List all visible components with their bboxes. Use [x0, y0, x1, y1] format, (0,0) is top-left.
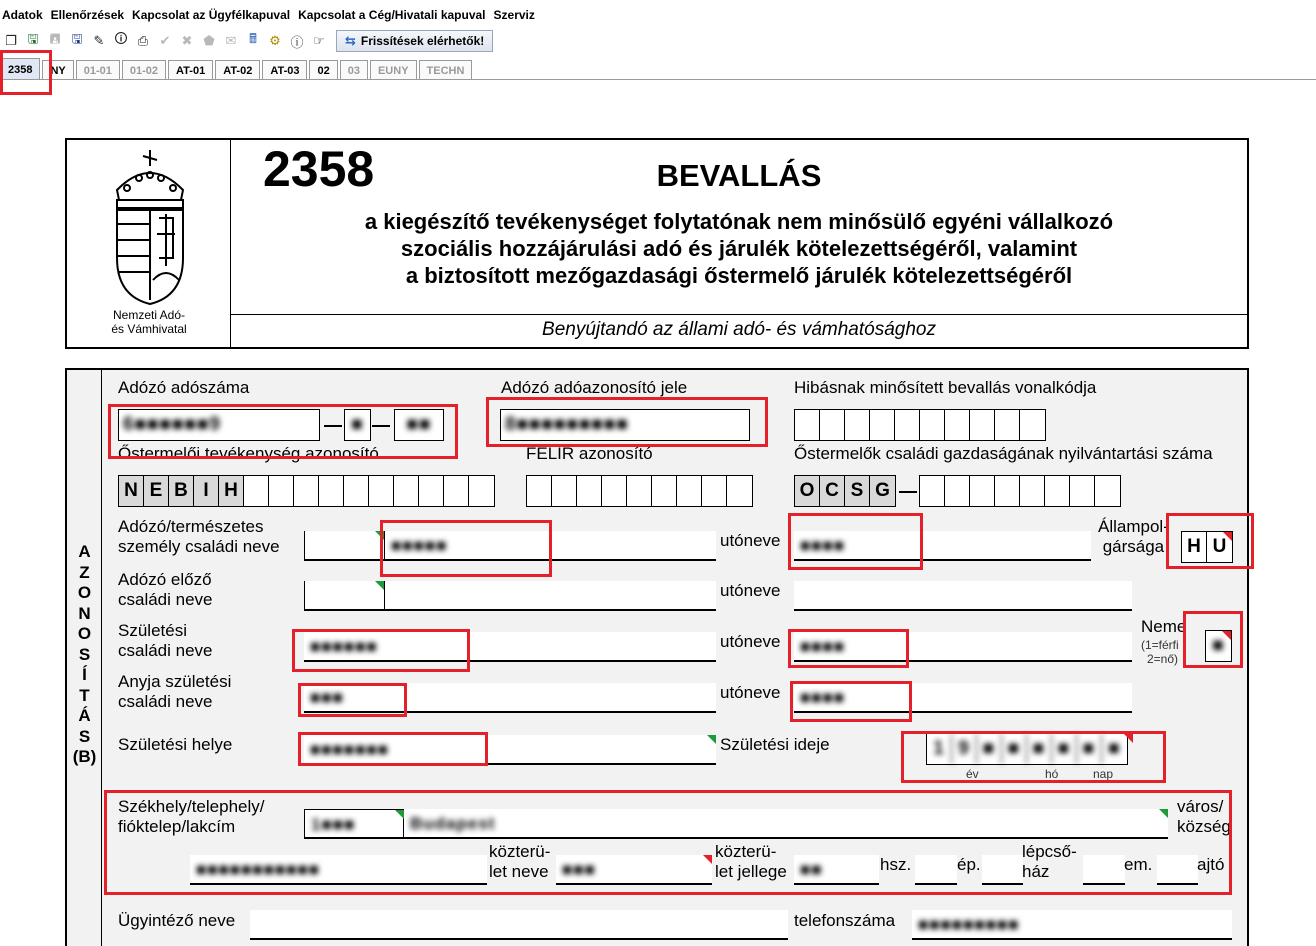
submit-to-note: Benyújtandó az állami adó- és vámhatósághoz: [231, 314, 1247, 347]
tax-number-label: Adózó adószáma: [118, 378, 250, 397]
mother-given-name-input[interactable]: ■■■■: [794, 683, 1132, 713]
building-input[interactable]: [915, 855, 957, 885]
staircase-input[interactable]: [982, 855, 1023, 885]
door-input[interactable]: [1157, 855, 1198, 885]
city-label: város/ község: [1177, 797, 1231, 836]
address-label: Székhely/telephely/ fióktelep/lakcím: [118, 797, 265, 836]
sex-label: Neme: [1141, 617, 1187, 636]
refresh-icon: ⇆: [345, 33, 356, 48]
save-disabled-icon: 🖪: [49, 31, 61, 46]
tax-number-dash-2: [372, 425, 390, 427]
felir-label: FELIR azonosító: [526, 444, 653, 463]
toolbar: [0, 30, 1316, 52]
producer-id-label: Őstermelői tevékenység azonosító: [118, 444, 379, 463]
producer-id-input[interactable]: N E B I H: [118, 475, 495, 507]
menu-cegkapu[interactable]: Kapcsolat a Cég/Hivatali kapuval: [298, 8, 486, 22]
section-side-label: A Z O N O S Í T Á S (B): [67, 370, 102, 946]
green-marker: [375, 581, 384, 590]
city-input[interactable]: Budapest: [404, 809, 1168, 839]
info-icon[interactable]: 🛈: [114, 31, 128, 46]
prev-given-name-label: utóneve: [720, 581, 781, 600]
settings-icon[interactable]: ⚙: [269, 33, 281, 48]
mother-surname-label: Anyja születési családi neve: [118, 672, 232, 711]
prev-surname-label: Adózó előző családi neve: [118, 570, 213, 609]
clerk-name-input[interactable]: [250, 910, 788, 940]
form-tabs: [0, 56, 474, 80]
form-subtitle: a kiegészítő tevékenységet folytatónak nem minősülő egyéni vállalkozó szociális hozzájárulási adó és járulék kötelezettségéről, valamint a biztosított mezőgazdasági őstermelő járulék kötelezettségéről: [364, 209, 1114, 288]
staircase-label: lépcső- ház: [1022, 842, 1077, 881]
red-marker: [1222, 631, 1231, 640]
tab-at-01[interactable]: AT-01: [168, 60, 213, 80]
sex-input[interactable]: ■: [1205, 630, 1232, 662]
tax-id-input[interactable]: 8■■■■■■■■■: [500, 409, 750, 441]
faulty-barcode-label: Hibásnak minősített bevallás vonalkódja: [794, 378, 1097, 397]
mother-given-name-label: utóneve: [720, 683, 781, 702]
door-label: ajtó: [1197, 855, 1225, 874]
sign-icon: ⬟: [203, 33, 215, 48]
family-reg-prefix: O C S G: [794, 475, 896, 507]
surname-prefix-input[interactable]: [304, 531, 384, 561]
tab-01-02[interactable]: 01-02: [122, 60, 166, 80]
birth-surname-input[interactable]: ■■■■■■: [304, 632, 716, 662]
house-number-label: hsz.: [880, 855, 912, 874]
tax-number-county-input[interactable]: ■■: [394, 409, 444, 441]
birthplace-input[interactable]: ■■■■■■■: [304, 735, 716, 765]
prev-surname-prefix-input[interactable]: [304, 581, 384, 611]
month-hint: hó: [1045, 767, 1059, 781]
pointer-icon[interactable]: ☞: [313, 33, 325, 48]
tab-euny[interactable]: EUNY: [370, 60, 417, 80]
calculator-icon[interactable]: 🖩: [249, 31, 257, 46]
clerk-name-label: Ügyintéző neve: [118, 911, 236, 930]
menu-szerviz[interactable]: Szerviz: [493, 8, 535, 22]
save-icon[interactable]: 🖫: [27, 31, 39, 46]
check-icon: ✔: [159, 33, 171, 48]
updates-available-label: Frissítések elérhetők!: [360, 34, 485, 48]
menu-adatok[interactable]: Adatok: [2, 8, 43, 22]
birth-surname-label: Születési családi neve: [118, 621, 213, 660]
street-name-input[interactable]: ■■■■■■■■■■■: [190, 855, 487, 885]
mother-surname-input[interactable]: ■■■: [304, 683, 716, 713]
edit-icon[interactable]: ✎: [93, 33, 105, 48]
building-label: ép.: [957, 855, 981, 874]
red-marker: [703, 855, 712, 864]
menu-ugyfelkapu[interactable]: Kapcsolat az Ügyfélkapuval: [132, 8, 291, 22]
mail-icon: ✉: [225, 33, 237, 48]
green-marker: [707, 735, 716, 744]
help-icon[interactable]: ⓘ: [290, 34, 304, 50]
tax-id-label: Adózó adóazonosító jele: [501, 378, 688, 397]
tax-number-dash-1: [324, 425, 342, 427]
sex-hint-2: 2=nő): [1147, 652, 1179, 666]
prev-given-name-input[interactable]: [794, 581, 1132, 611]
copy-icon[interactable]: ❐: [5, 33, 17, 48]
form-title: BEVALLÁS: [656, 158, 822, 193]
family-reg-input[interactable]: [919, 475, 1121, 507]
faulty-barcode-input[interactable]: [794, 409, 1046, 441]
birthdate-input[interactable]: 1 9 ■ ■ ■ ■ ■ ■: [926, 733, 1128, 765]
birth-given-name-input[interactable]: ■■■■: [794, 632, 1132, 662]
menu-bar: [0, 6, 541, 28]
tab-03[interactable]: 03: [340, 60, 368, 80]
green-marker: [395, 810, 404, 819]
surname-label: Adózó/természetes személy családi neve: [118, 517, 280, 556]
tabs-divider: [0, 79, 1316, 80]
year-hint: év: [966, 767, 979, 781]
print-icon[interactable]: ⎙: [137, 33, 149, 48]
tab-2358[interactable]: 2358: [0, 58, 40, 80]
menu-ellenorzesek[interactable]: Ellenőrzések: [50, 8, 125, 22]
street-type-label: közterü- let jellege: [715, 842, 787, 881]
sex-hint-1: (1=férfi: [1141, 638, 1179, 652]
red-marker: [1124, 734, 1133, 743]
tab-02[interactable]: 02: [309, 60, 337, 80]
birthplace-label: Születési helye: [118, 735, 233, 754]
floor-label: em.: [1124, 855, 1153, 874]
agency-name: Nemzeti Adó- és Vámhivatal: [111, 308, 187, 336]
tab-01-01[interactable]: 01-01: [76, 60, 120, 80]
house-number-input[interactable]: ■■: [794, 855, 879, 885]
birth-given-name-label: utóneve: [720, 632, 781, 651]
citizenship-label: Állampol- gársága: [1098, 517, 1169, 556]
tab-at-03[interactable]: AT-03: [262, 60, 307, 80]
birthdate-label: Születési ideje: [720, 735, 830, 754]
phone-label: telefonszáma: [794, 911, 896, 930]
green-marker: [1159, 809, 1168, 818]
family-reg-dash: [899, 491, 917, 493]
given-name-input[interactable]: ■■■■: [794, 531, 1091, 561]
street-name-label: közterü- let neve: [489, 842, 551, 881]
phone-input[interactable]: ■■■■■■■■■: [912, 910, 1232, 940]
given-name-label: utóneve: [720, 531, 781, 550]
cancel-icon: ✖: [181, 33, 193, 48]
tab-techn[interactable]: TECHN: [419, 60, 473, 80]
street-type-input[interactable]: ■■■: [556, 855, 712, 885]
felir-input[interactable]: [526, 475, 753, 507]
form-number: 2358: [263, 141, 375, 197]
tax-number-main-input[interactable]: 6■■■■■■9: [118, 409, 320, 441]
surname-input[interactable]: ■■■■■: [384, 531, 716, 561]
updates-available-button[interactable]: [336, 30, 493, 52]
citizenship-input[interactable]: H U: [1181, 531, 1233, 563]
prev-surname-input[interactable]: [384, 581, 716, 611]
red-marker: [1223, 532, 1232, 541]
day-hint: nap: [1093, 767, 1114, 781]
floor-input[interactable]: [1083, 855, 1125, 885]
tab-ny[interactable]: NY: [42, 60, 73, 80]
green-marker: [375, 531, 384, 540]
family-reg-label: Őstermelők családi gazdaságának nyilvántartási száma: [794, 444, 1213, 463]
tab-at-02[interactable]: AT-02: [215, 60, 260, 80]
coat-of-arms-icon: [111, 148, 189, 308]
tax-number-vat-input[interactable]: ■: [344, 409, 371, 441]
agency-logo-cell: [67, 140, 231, 347]
form-header: [65, 138, 1249, 349]
save-as-icon[interactable]: 🖫: [71, 31, 83, 46]
zip-input[interactable]: 1■■■: [304, 809, 404, 839]
